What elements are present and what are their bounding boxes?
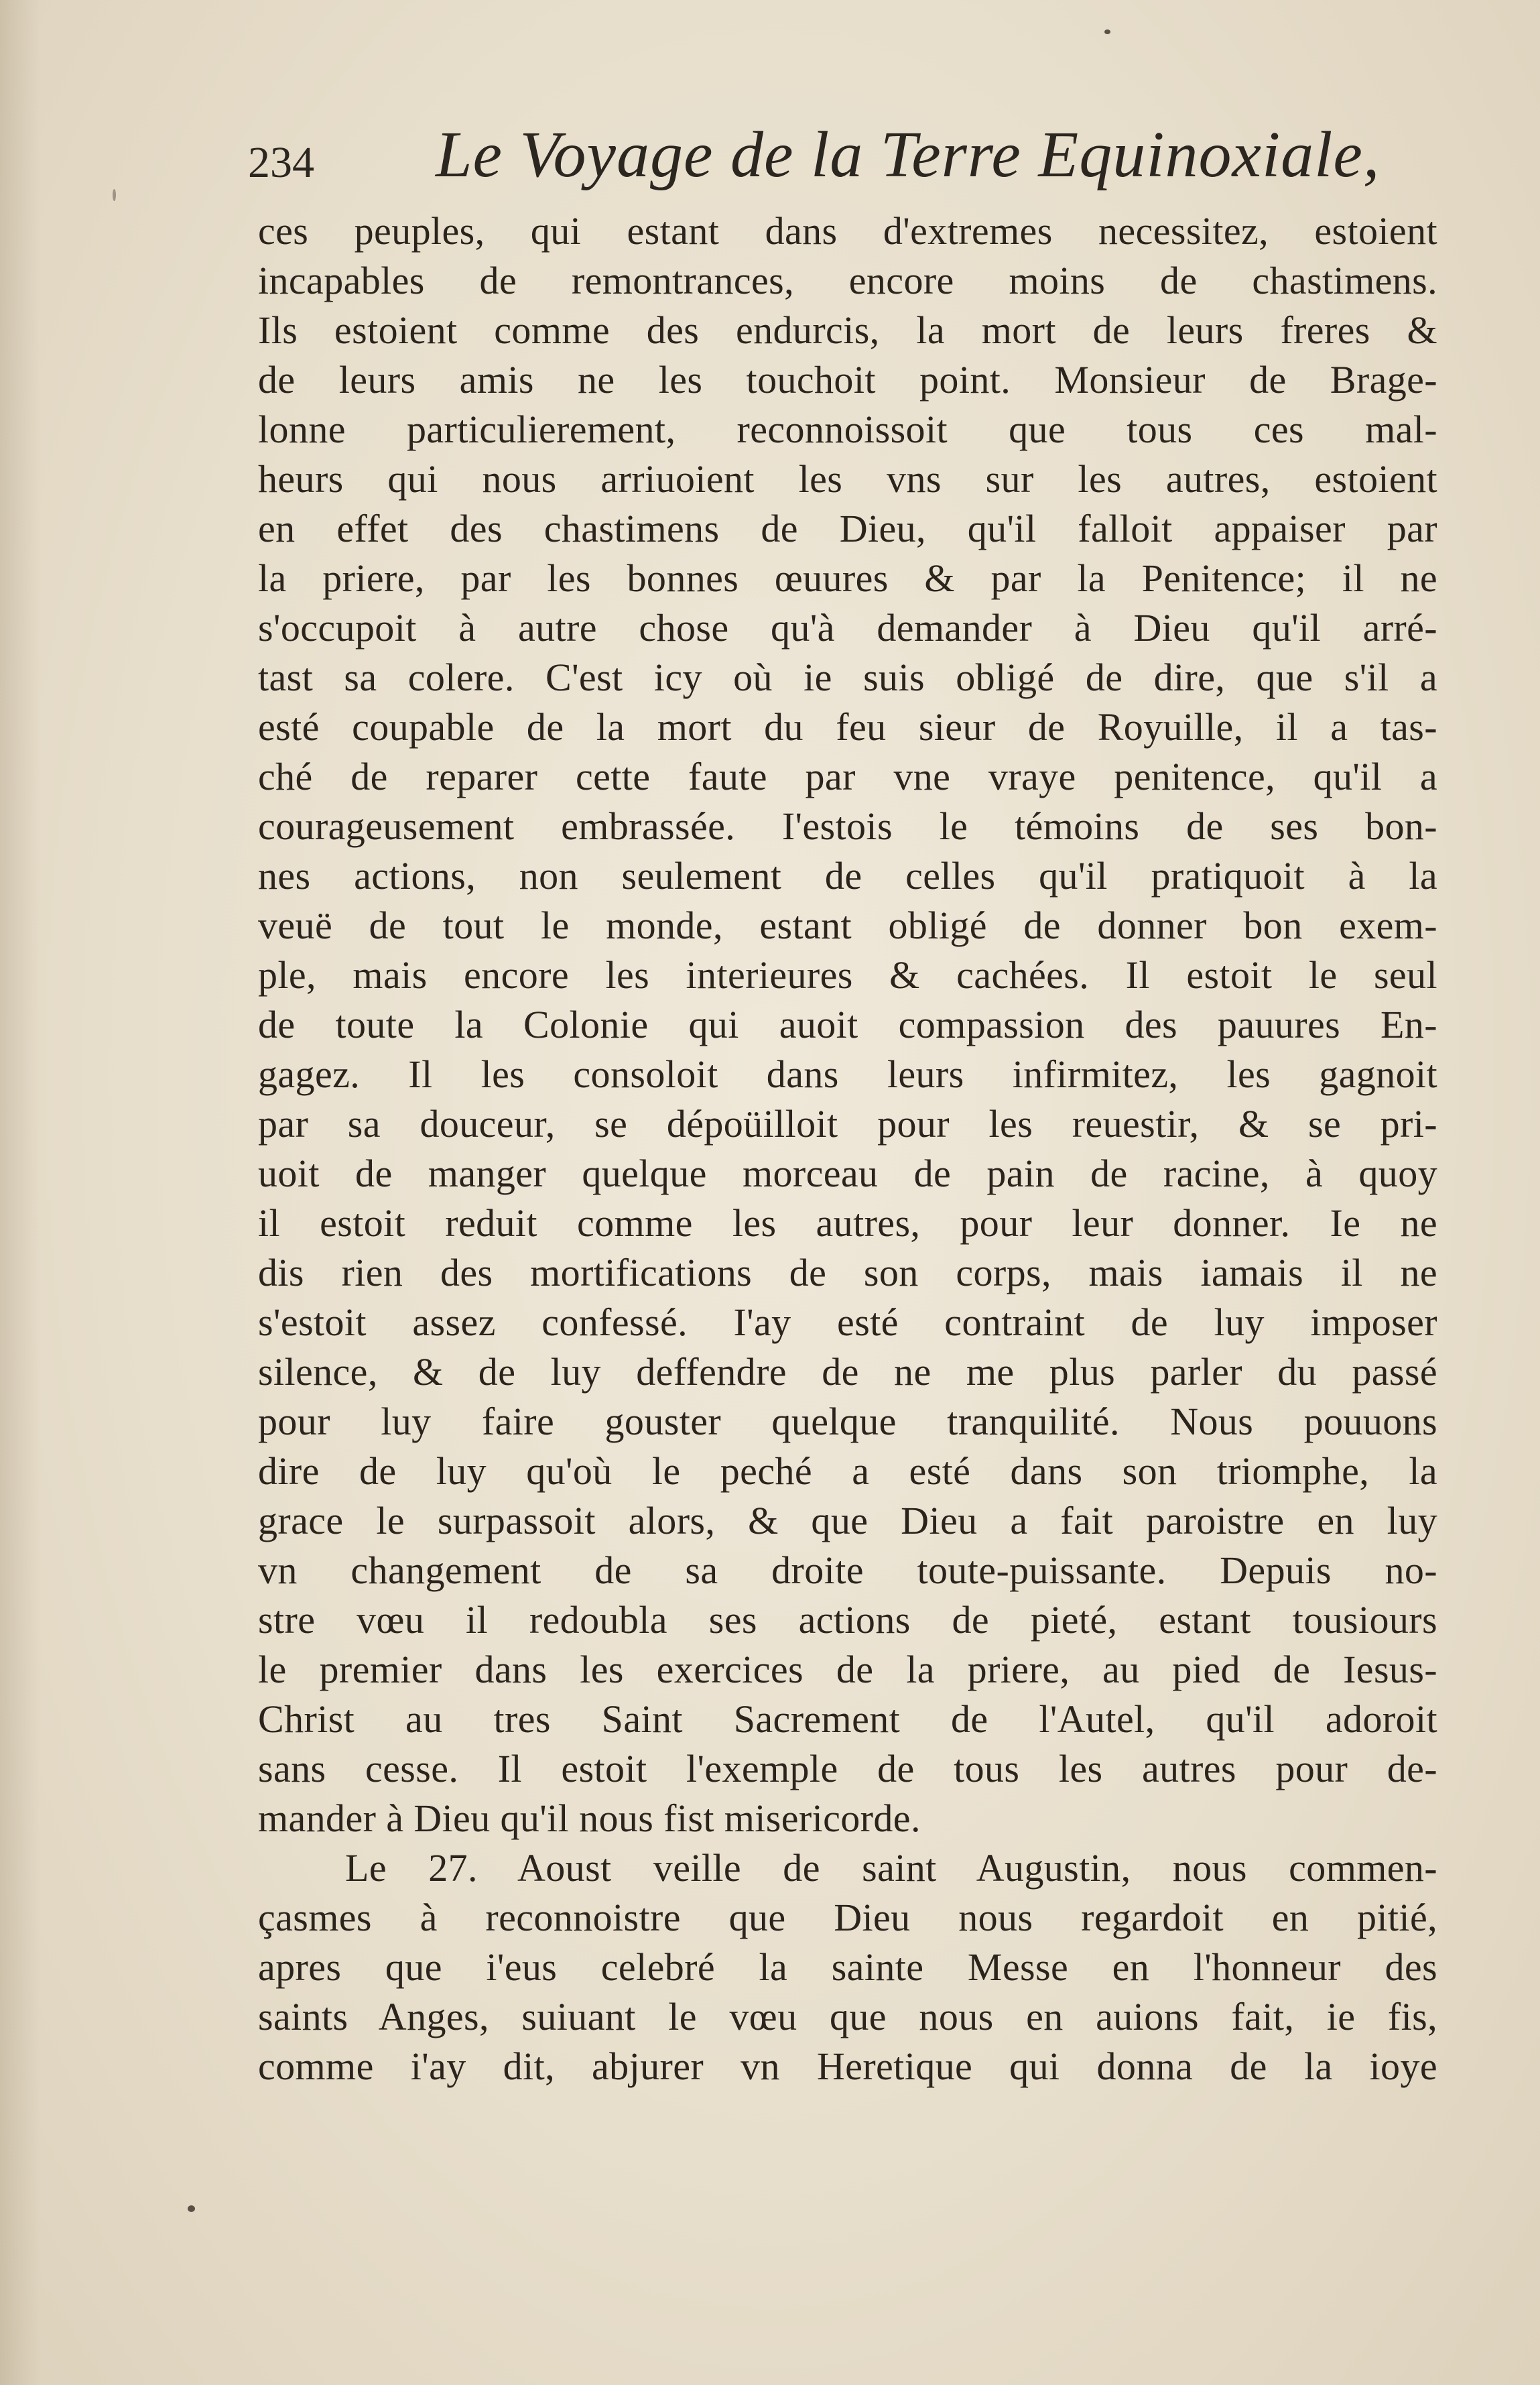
ink-speck — [188, 2205, 195, 2212]
text-line: silence, & de luy deffendre de ne me plus parler du passé — [258, 1350, 1437, 1394]
text-line: lonne particulierement, reconnoissoit que tous ces mal- — [258, 408, 1437, 451]
text-line: de toute la Colonie qui auoit compassion des pauures En- — [258, 1003, 1437, 1046]
text-line: çasmes à reconnoistre que Dieu nous regardoit en pitié, — [258, 1896, 1437, 1939]
text-line: vn changement de sa droite toute-puissante. Depuis no- — [258, 1548, 1437, 1592]
text-line: en effet des chastimens de Dieu, qu'il falloit appaiser par — [258, 507, 1437, 550]
text-line: mander à Dieu qu'il nous fist misericorde. — [258, 1796, 921, 1840]
text-line: ces peuples, qui estant dans d'extremes necessitez, estoient — [258, 209, 1437, 253]
body-text — [258, 206, 1437, 2091]
text-line: nes actions, non seulement de celles qu'il pratiquoit à la — [258, 854, 1437, 898]
text-line: incapables de remontrances, encore moins de chastimens. — [258, 259, 1437, 302]
text-line: ché de reparer cette faute par vne vraye penitence, qu'il a — [258, 755, 1437, 798]
text-line: s'occupoit à autre chose qu'à demander à Dieu qu'il arré- — [258, 606, 1437, 650]
text-line: esté coupable de la mort du feu sieur de Royuille, il a tas- — [258, 705, 1437, 749]
text-line: par sa douceur, se dépoüilloit pour les reuestir, & se pri- — [258, 1102, 1437, 1146]
text-line: heurs qui nous arriuoient les vns sur les autres, estoient — [258, 457, 1437, 501]
ink-speck — [1104, 29, 1110, 34]
text-line: tast sa colere. C'est icy où ie suis obligé de dire, que s'il a — [258, 656, 1437, 699]
text-line: Le 27. Aoust veille de saint Augustin, nous commen- — [345, 1846, 1437, 1890]
text-line: grace le surpassoit alors, & que Dieu a fait paroistre en luy — [258, 1499, 1437, 1542]
text-line: la priere, par les bonnes œuures & par la Penitence; il ne — [258, 556, 1437, 600]
text-line: veuë de tout le monde, estant obligé de donner bon exem- — [258, 904, 1437, 947]
text-line: Christ au tres Saint Sacrement de l'Autel, qu'il adoroit — [258, 1697, 1437, 1741]
text-line: pour luy faire gouster quelque tranquilité. Nous pouuons — [258, 1400, 1437, 1443]
ink-speck — [113, 189, 116, 201]
text-line: uoit de manger quelque morceau de pain de racine, à quoy — [258, 1152, 1437, 1195]
paragraph — [258, 1843, 1437, 2091]
paragraph — [258, 206, 1437, 1843]
running-head — [248, 117, 1381, 198]
text-line: le premier dans les exercices de la priere, au pied de Iesus- — [258, 1648, 1437, 1691]
text-line: gagez. Il les consoloit dans leurs infirmitez, les gagnoit — [258, 1052, 1437, 1096]
page-number: 234 — [248, 138, 314, 187]
text-line: de leurs amis ne les touchoit point. Monsieur de Brage- — [258, 358, 1437, 402]
running-title: Le Voyage de la Terre Equinoxiale, — [436, 119, 1381, 191]
text-line: il estoit reduit comme les autres, pour leur donner. Ie ne — [258, 1201, 1437, 1245]
text-line: dis rien des mortifications de son corps, mais iamais il ne — [258, 1251, 1437, 1294]
text-line: sans cesse. Il estoit l'exemple de tous les autres pour de- — [258, 1747, 1437, 1790]
text-line: stre vœu il redoubla ses actions de pieté, estant tousiours — [258, 1598, 1437, 1642]
text-line: dire de luy qu'où le peché a esté dans son triomphe, la — [258, 1449, 1437, 1493]
text-line: s'estoit assez confessé. I'ay esté contraint de luy imposer — [258, 1300, 1437, 1344]
text-line: Ils estoient comme des endurcis, la mort de leurs freres & — [258, 308, 1437, 352]
text-line: ple, mais encore les interieures & cachées. Il estoit le seul — [258, 953, 1437, 997]
text-line: apres que i'eus celebré la sainte Messe en l'honneur des — [258, 1945, 1437, 1989]
text-line: courageusement embrassée. I'estois le témoins de ses bon- — [258, 804, 1437, 848]
page-gutter-shadow — [0, 0, 40, 2385]
text-line: comme i'ay dit, abjurer vn Heretique qui donna de la ioye — [258, 2044, 1437, 2088]
text-line: saints Anges, suiuant le vœu que nous en auions fait, ie fis, — [258, 1995, 1437, 2038]
